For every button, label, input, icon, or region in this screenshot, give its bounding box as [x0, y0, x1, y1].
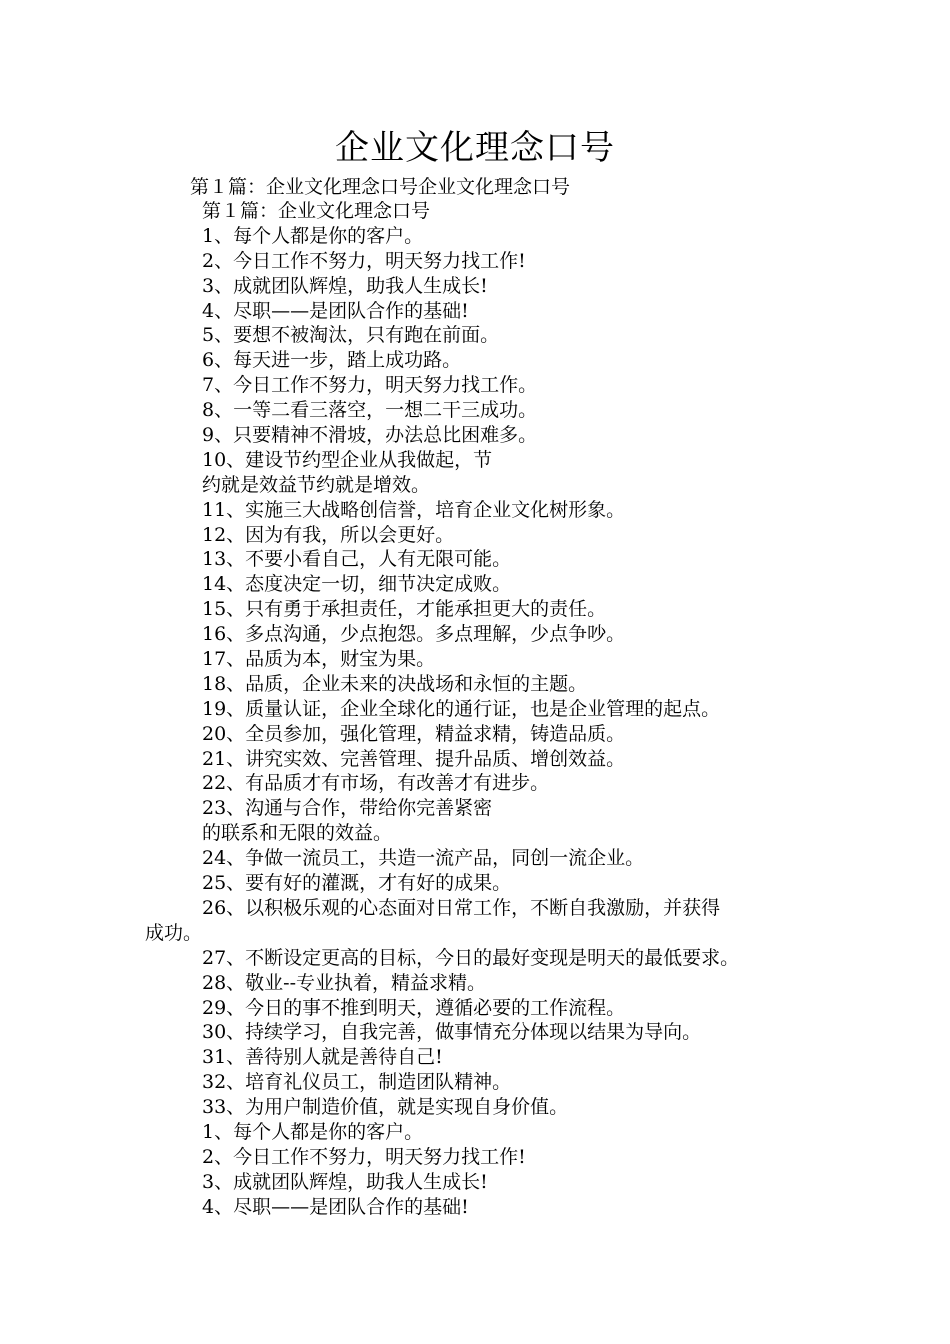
- document-line: 4、尽职——是团队合作的基础!: [202, 299, 469, 322]
- document-line: 18、品质，企业未来的决战场和永恒的主题。: [202, 672, 588, 695]
- document-line: 成功。: [145, 921, 203, 944]
- document-line: 10、建设节约型企业从我做起，节: [202, 448, 493, 471]
- document-line: 2、今日工作不努力，明天努力找工作!: [202, 249, 526, 272]
- document-line: 13、不要小看自己，人有无限可能。: [202, 548, 512, 571]
- document-line: 的联系和无限的效益。: [202, 822, 393, 845]
- document-line: 30、持续学习，自我完善，做事情充分体现以结果为导向。: [202, 1021, 702, 1044]
- document-body: [145, 199, 835, 1220]
- document-line: 8、一等二看三落空，一想二干三成功。: [202, 399, 538, 422]
- document-line: 23、沟通与合作，带给你完善紧密: [202, 797, 493, 820]
- document-line: 20、全员参加，强化管理，精益求精，铸造品质。: [202, 722, 626, 745]
- document-line: 19、质量认证，企业全球化的通行证，也是企业管理的起点。: [202, 697, 721, 720]
- document-line: 3、成就团队辉煌，助我人生成长!: [202, 274, 488, 297]
- document-heading: 第１篇：企业文化理念口号企业文化理念口号: [190, 176, 571, 198]
- document-line: 21、讲究实效、完善管理、提升品质、增创效益。: [202, 747, 626, 770]
- document-line: 3、成就团队辉煌，助我人生成长!: [202, 1170, 488, 1193]
- document-line: 31、善待别人就是善待自己!: [202, 1046, 443, 1069]
- document-line: 17、品质为本，财宝为果。: [202, 648, 436, 671]
- document-line: 1、每个人都是你的客户。: [202, 1120, 424, 1143]
- document-line: 2、今日工作不努力，明天努力找工作!: [202, 1145, 526, 1168]
- document-line: 22、有品质才有市场，有改善才有进步。: [202, 772, 550, 795]
- document-line: 11、实施三大战略创信誉，培育企业文化树形象。: [202, 498, 626, 521]
- document-line: 约就是效益节约就是增效。: [202, 473, 431, 496]
- document-line: 27、不断设定更高的目标，今日的最好变现是明天的最低要求。: [202, 946, 740, 969]
- document-title: 企业文化理念口号: [335, 128, 615, 168]
- document-line: 14、态度决定一切，细节决定成败。: [202, 573, 512, 596]
- document-line: 15、只有勇于承担责任，才能承担更大的责任。: [202, 598, 607, 621]
- document-line: 28、敬业--专业执着，精益求精。: [202, 971, 487, 994]
- document-line: 6、每天进一步，踏上成功路。: [202, 349, 462, 372]
- document-line: 26、以积极乐观的心态面对日常工作，不断自我激励，并获得: [202, 896, 721, 919]
- document-line: 12、因为有我，所以会更好。: [202, 523, 455, 546]
- document-line: 第１篇：企业文化理念口号: [202, 200, 431, 222]
- document-line: 9、只要精神不滑坡，办法总比困难多。: [202, 424, 538, 447]
- document-line: 5、要想不被淘汰，只有跑在前面。: [202, 324, 500, 347]
- document-line: 29、今日的事不推到明天，遵循必要的工作流程。: [202, 996, 626, 1019]
- document-line: 24、争做一流员工，共造一流产品，同创一流企业。: [202, 847, 645, 870]
- document-line: 7、今日工作不努力，明天努力找工作。: [202, 374, 538, 397]
- document-line: 32、培育礼仪员工，制造团队精神。: [202, 1071, 512, 1094]
- document-line: 16、多点沟通，少点抱怨。多点理解，少点争吵。: [202, 623, 626, 646]
- document-line: 25、要有好的灌溉，才有好的成果。: [202, 872, 512, 895]
- document-line: 4、尽职——是团队合作的基础!: [202, 1195, 469, 1218]
- document-line: 1、每个人都是你的客户。: [202, 224, 424, 247]
- document-line: 33、为用户制造价值，就是实现自身价值。: [202, 1096, 569, 1119]
